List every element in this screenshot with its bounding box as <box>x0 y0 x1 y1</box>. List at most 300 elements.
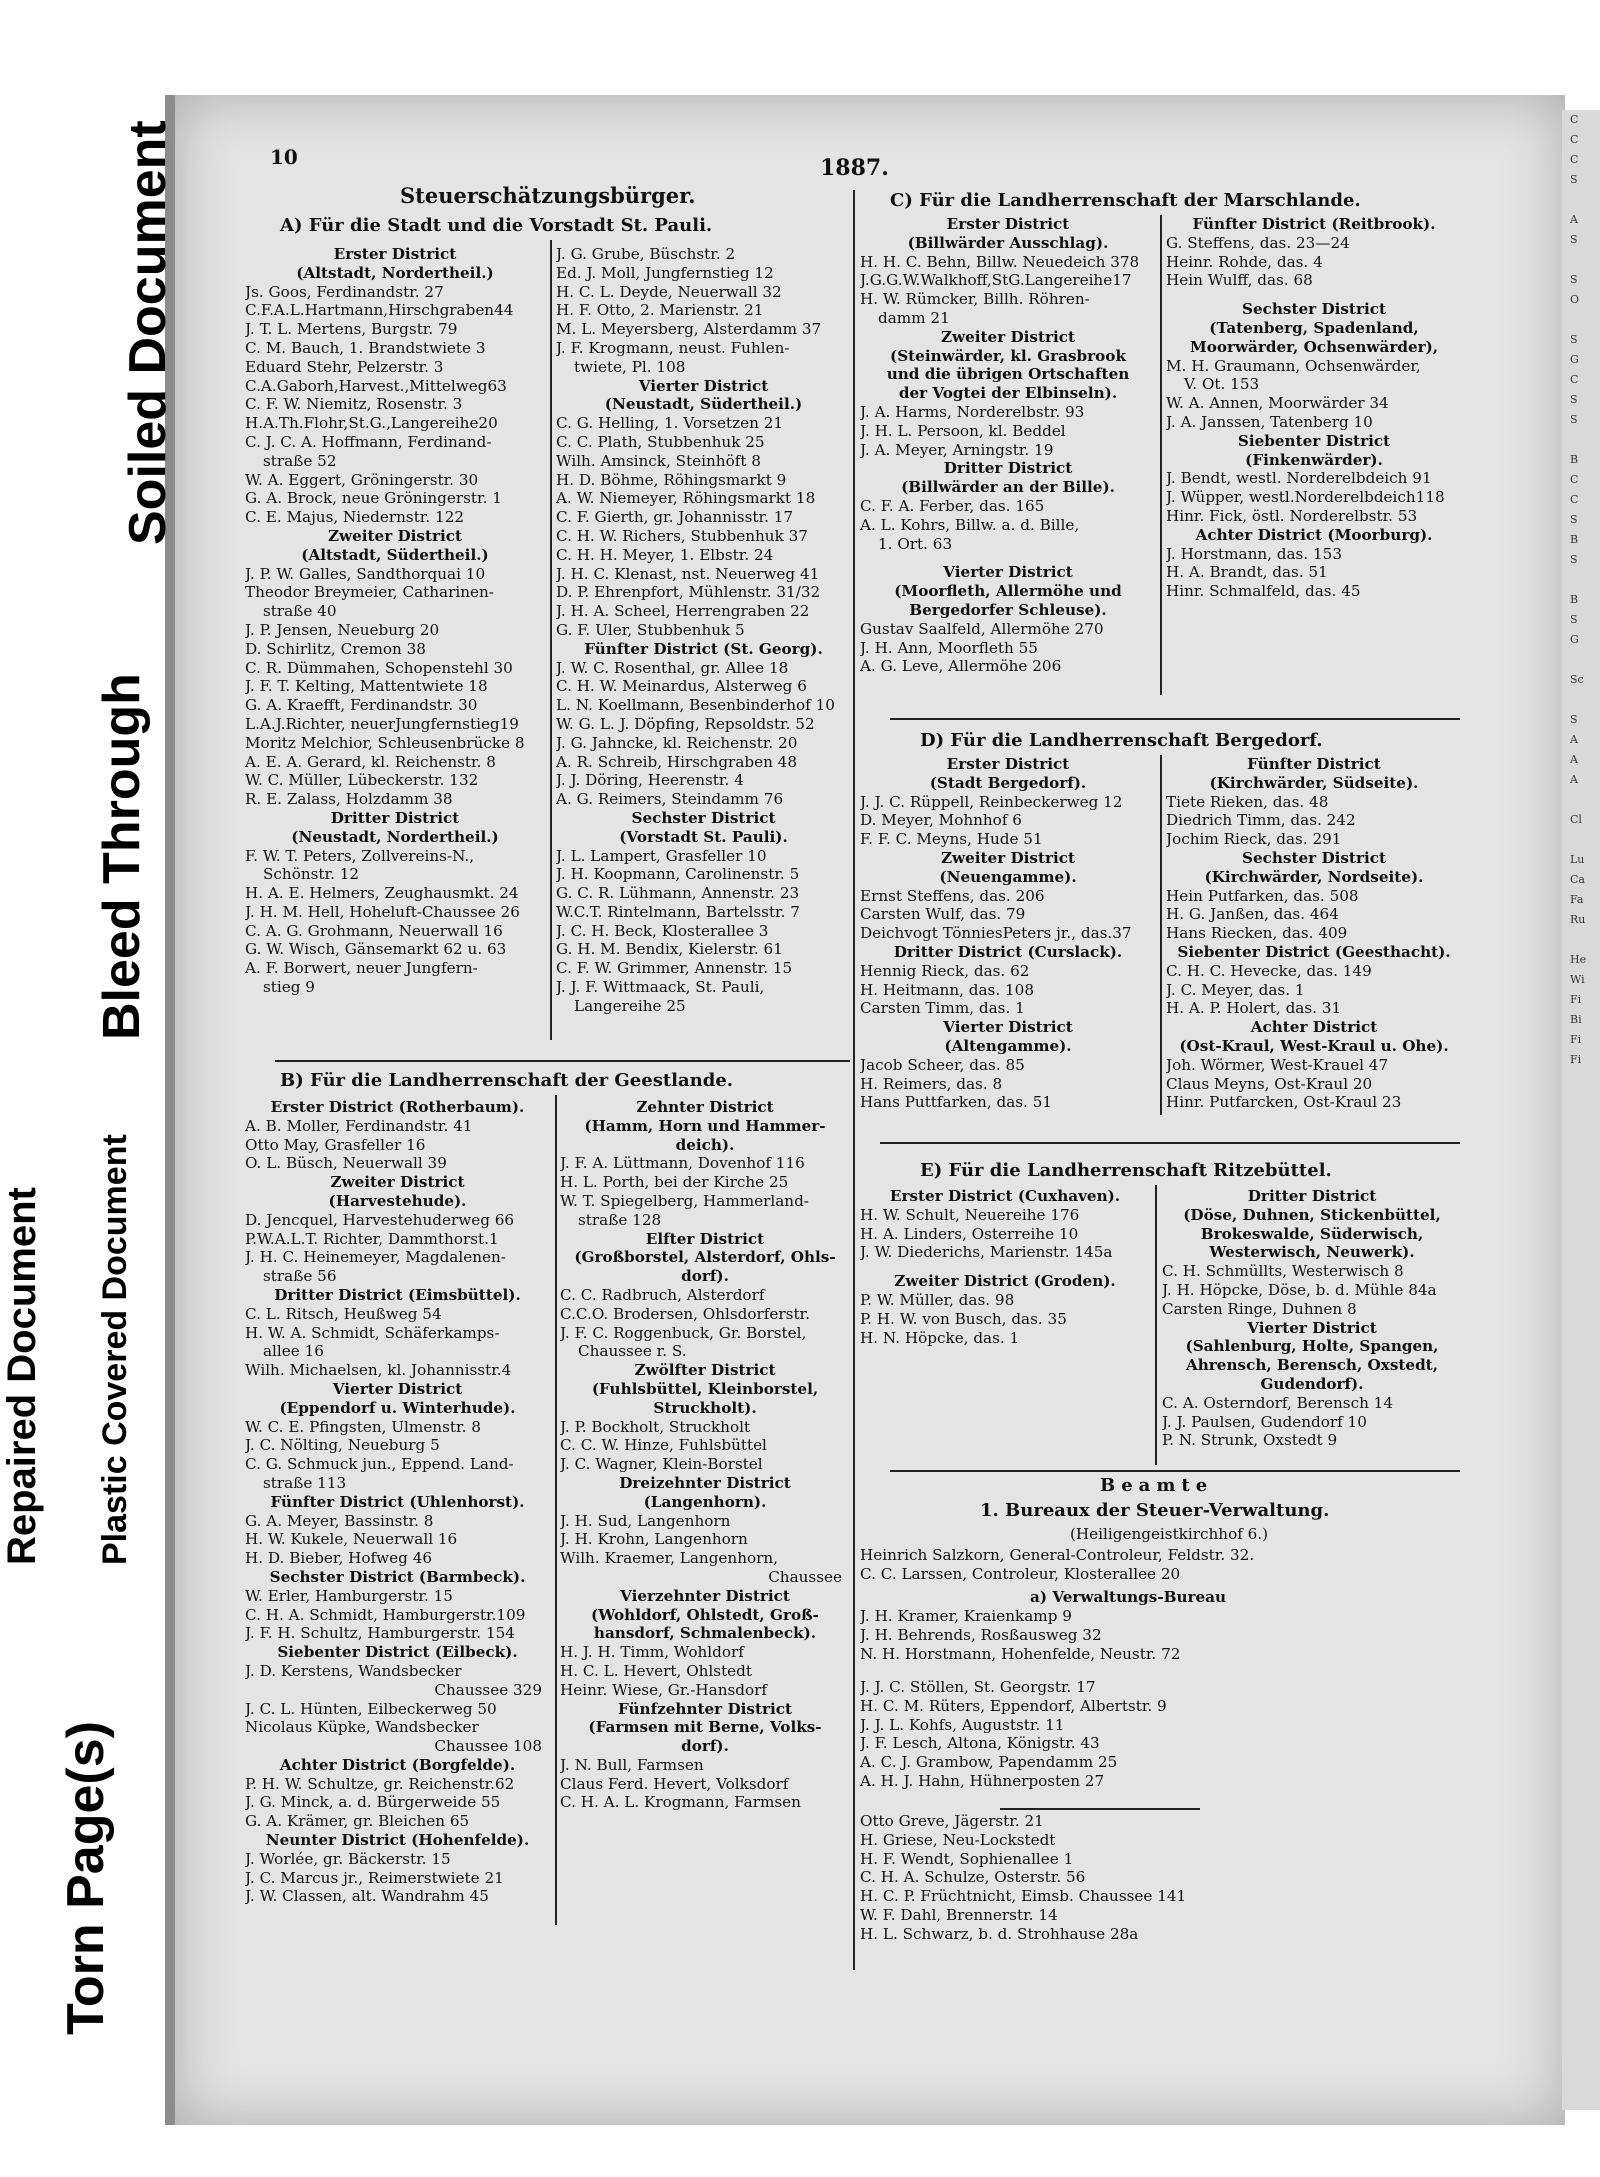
entry-line: C. H. A. L. Krogmann, Farmsen <box>560 1793 801 1812</box>
district-heading: Elfter District <box>645 1229 765 1248</box>
district-heading: Brokeswalde, Süderwisch, <box>1200 1224 1424 1243</box>
entry-line: Chaussee r. S. <box>578 1342 687 1361</box>
adjacent-page-strip <box>1562 110 1600 2110</box>
district-heading: (Tatenberg, Spadenland, <box>1209 318 1419 337</box>
adjacent-page-fragment: B <box>1570 453 1579 466</box>
entry-line: C. H. H. Meyer, 1. Elbstr. 24 <box>556 545 774 564</box>
entry-line: J. N. Bull, Farmsen <box>560 1755 704 1774</box>
entry-line: J. Worlée, gr. Bäckerstr. 15 <box>245 1849 451 1868</box>
adjacent-page-fragment: Ru <box>1570 913 1586 926</box>
adjacent-page-fragment: B <box>1570 533 1579 546</box>
entry-line: J. H. C. Heinemeyer, Magdalenen- <box>245 1248 506 1267</box>
entry-line: J. P. W. Galles, Sandthorquai 10 <box>245 564 486 583</box>
entry-line: A. L. Kohrs, Billw. a. d. Bille, <box>860 515 1080 534</box>
district-heading: Erster District <box>333 245 457 263</box>
entry-line: J. F. Lesch, Altona, Königstr. 43 <box>860 1734 1100 1753</box>
entry-line: J. A. Harms, Norderelbstr. 93 <box>860 402 1085 421</box>
entry-line: V. Ot. 153 <box>1184 375 1260 394</box>
entry-line: J. H. Sud, Langenhorn <box>560 1511 731 1530</box>
adjacent-page-fragment: S <box>1570 173 1578 186</box>
spacer <box>860 1262 1150 1272</box>
entry-line: P. W. Müller, das. 98 <box>860 1290 1015 1309</box>
district-heading: Bergedorfer Schleuse). <box>909 600 1107 619</box>
entry-line: J. C. Wagner, Klein-Borstel <box>560 1455 763 1474</box>
entry-line: H. A. Brandt, das. 51 <box>1166 563 1328 582</box>
column-f3 <box>860 1678 1460 1791</box>
entry-line: H. W. A. Schmidt, Schäferkamps- <box>245 1323 500 1342</box>
entry-line: J. Horstmann, das. 153 <box>1166 544 1342 563</box>
stamp-torn-pages: Torn Page(s) <box>57 1721 115 2035</box>
adjacent-page-fragment: Lu <box>1570 853 1585 866</box>
district-heading: (Langenhorn). <box>643 1492 767 1511</box>
bureau-heading: 1. Bureaux der Steuer-Verwaltung. <box>980 1500 1330 1521</box>
district-heading: Vierter District <box>1247 1318 1377 1337</box>
entry-line: J. H. Koopmann, Carolinenstr. 5 <box>556 865 800 884</box>
entry-line: C. E. Majus, Niedernstr. 122 <box>245 508 465 527</box>
district-heading: Gudendorf). <box>1260 1374 1364 1393</box>
entry-line: J. C. Marcus jr., Reimerstwiete 21 <box>245 1868 504 1887</box>
entry-line: C. F. W. Grimmer, Annenstr. 15 <box>556 959 793 978</box>
section-e-heading: E) Für die Landherrenschaft Ritzebüttel. <box>920 1160 1332 1181</box>
adjacent-page-fragment: S <box>1570 273 1578 286</box>
entry-line: J. H. Kramer, Kraienkamp 9 <box>860 1607 1072 1625</box>
district-heading: Siebenter District <box>1237 431 1391 450</box>
entry-line: Claus Meyns, Ost-Kraul 20 <box>1166 1074 1373 1093</box>
district-heading: Fünfter District (St. Georg). <box>584 639 823 658</box>
entry-line: H. Reimers, das. 8 <box>860 1074 1003 1093</box>
entry-line: Js. Goos, Ferdinandstr. 27 <box>245 282 444 301</box>
adjacent-page-fragment: A <box>1570 753 1578 766</box>
column-d2 <box>1166 755 1462 1112</box>
entry-line: H. C. L. Deyde, Neuerwall 32 <box>556 282 782 301</box>
entry-line: Otto May, Grasfeller 16 <box>245 1135 426 1154</box>
entry-line: H. J. H. Timm, Wohldorf <box>560 1643 744 1662</box>
entry-line: Otto Greve, Jägerstr. 21 <box>860 1812 1044 1830</box>
adjacent-page-fragment: C <box>1570 493 1579 506</box>
entry-line: J. Wüpper, westl.Norderelbdeich118 <box>1166 488 1445 507</box>
adjacent-page-fragment: Cl <box>1570 813 1582 826</box>
entry-line: J. W. Diederichs, Marienstr. 145a <box>860 1243 1113 1262</box>
entry-line: J. J. C. Stöllen, St. Georgstr. 17 <box>860 1678 1096 1696</box>
entry-line: A. H. J. Hahn, Hühnerposten 27 <box>860 1771 1105 1790</box>
district-heading: Zweiter District (Groden). <box>894 1272 1116 1291</box>
adjacent-page-fragment <box>1570 650 1600 670</box>
section-d-heading: D) Für die Landherrenschaft Bergedorf. <box>920 730 1323 751</box>
entry-line: Chaussee <box>768 1567 842 1586</box>
adjacent-page-fragment <box>1570 310 1600 330</box>
district-heading: (Ost-Kraul, West-Kraul u. Ohe). <box>1179 1036 1449 1055</box>
entry-line: G. F. Uler, Stubbenhuk 5 <box>556 620 745 639</box>
adjacent-page-fragment <box>1570 930 1600 950</box>
entry-line: W. Erler, Hamburgerstr. 15 <box>245 1586 453 1605</box>
column-d1 <box>860 755 1156 1112</box>
district-heading: (Steinwärder, kl. Grasbrook <box>890 346 1126 365</box>
district-heading: Dritter District <box>1247 1187 1377 1205</box>
stamp-repaired: Repaired Document <box>0 1187 44 1565</box>
entry-line: C. H. C. Hevecke, das. 149 <box>1166 961 1372 980</box>
district-heading: Vierzehnter District <box>620 1586 790 1605</box>
entry-line: G. A. Kraefft, Ferdinandstr. 30 <box>245 696 478 715</box>
adjacent-page-fragment: S <box>1570 713 1578 726</box>
district-heading: (Altstadt, Nordertheil.) <box>296 263 494 282</box>
entry-line: H. L. Porth, bei der Kirche 25 <box>560 1173 789 1192</box>
district-heading: (Finkenwärder). <box>1245 450 1383 469</box>
entry-line: H.A.Th.Flohr,St.G.,Langereihe20 <box>245 414 498 433</box>
section-rule <box>880 1142 1460 1144</box>
entry-line: G. H. M. Bendix, Kielerstr. 61 <box>556 940 783 959</box>
entry-line: J. C. H. Beck, Klosterallee 3 <box>556 921 769 940</box>
district-heading: deich). <box>675 1135 735 1154</box>
column-rule <box>1160 215 1162 695</box>
district-heading: (Neuengamme). <box>939 867 1077 886</box>
column-c2 <box>1166 215 1462 601</box>
entry-line: H. F. Otto, 2. Marienstr. 21 <box>556 301 764 320</box>
entry-line: W. A. Eggert, Gröningerstr. 30 <box>245 470 479 489</box>
district-heading: (Hamm, Horn und Hammer- <box>584 1116 826 1135</box>
entry-line: J. H. Ann, Moorfleth 55 <box>860 638 1038 657</box>
entry-line: W. F. Dahl, Brennerstr. 14 <box>860 1905 1058 1924</box>
district-heading: (Kirchwärder, Nordseite). <box>1204 867 1424 886</box>
entry-line: J. A. Meyer, Arningstr. 19 <box>860 440 1054 459</box>
adjacent-page-fragment: Bi <box>1570 1013 1582 1026</box>
entry-line: Nicolaus Küpke, Wandsbecker <box>245 1718 479 1737</box>
adjacent-page-fragment: B <box>1570 593 1579 606</box>
district-heading: und die übrigen Ortschaften <box>886 365 1130 384</box>
entry-line: J. H. Krohn, Langenhorn <box>560 1530 748 1549</box>
entry-line: C. F. A. Ferber, das. 165 <box>860 496 1045 515</box>
adjacent-page-fragment: A <box>1570 773 1578 786</box>
entry-line: A. B. Moller, Ferdinandstr. 41 <box>245 1116 473 1135</box>
entry-line: straße 128 <box>578 1210 662 1229</box>
entry-line: C. M. Bauch, 1. Brandstwiete 3 <box>245 338 486 357</box>
adjacent-page-fragment: He <box>1570 953 1587 966</box>
entry-line: P. H. W. von Busch, das. 35 <box>860 1309 1067 1328</box>
entry-line: J. F. C. Roggenbuck, Gr. Borstel, <box>560 1323 807 1342</box>
entry-line: J. W. C. Rosenthal, gr. Allee 18 <box>556 658 789 677</box>
adjacent-page-fragment: Fi <box>1570 993 1582 1006</box>
entry-line: allee 16 <box>263 1342 324 1361</box>
district-heading: Erster District <box>946 755 1070 773</box>
district-heading: Ahrensch, Berensch, Oxstedt, <box>1185 1356 1438 1375</box>
entry-line: H. C. P. Früchtnicht, Eimsb. Chaussee 141 <box>860 1887 1187 1906</box>
district-heading: (Eppendorf u. Winterhude). <box>279 1398 516 1417</box>
district-heading: (Moorfleth, Allermöhe und <box>894 582 1122 601</box>
entry-line: J. H. Höpcke, Döse, b. d. Mühle 84a <box>1162 1280 1437 1299</box>
entry-line: C. C. Plath, Stubbenhuk 25 <box>556 432 765 451</box>
spacer <box>1166 290 1462 300</box>
district-heading: hansdorf, Schmalenbeck). <box>593 1624 817 1643</box>
adjacent-page-fragment: G <box>1570 633 1579 646</box>
entry-line: H. W. Schult, Neuereihe 176 <box>860 1205 1080 1224</box>
entry-line: Hinr. Schmalfeld, das. 45 <box>1166 582 1361 601</box>
adjacent-page-fragment: A <box>1570 213 1578 226</box>
entry-line: Carsten Timm, das. 1 <box>860 999 1025 1018</box>
entry-line: Heinrich Salzkorn, General-Controleur, Feldstr. 32. <box>860 1546 1255 1564</box>
district-heading: (Farmsen mit Berne, Volks- <box>588 1718 822 1737</box>
district-heading: (Sahlenburg, Holte, Spangen, <box>1185 1337 1439 1356</box>
entry-line: F. W. T. Peters, Zollvereins-N., <box>245 846 475 865</box>
district-heading: (Neustadt, Nordertheil.) <box>291 827 499 846</box>
entry-line: H. A. P. Holert, das. 31 <box>1166 999 1342 1018</box>
entry-line: Heinr. Wiese, Gr.-Hansdorf <box>560 1680 768 1699</box>
entry-line: O. L. Büsch, Neuerwall 39 <box>245 1154 447 1173</box>
entry-line: J. H. Behrends, Rosßausweg 32 <box>860 1625 1102 1644</box>
entry-line: Diedrich Timm, das. 242 <box>1166 811 1356 830</box>
district-heading: (Stadt Bergedorf). <box>929 773 1087 792</box>
adjacent-page-fragment <box>1570 830 1600 850</box>
entry-line: C. R. Dümmahen, Schopenstehl 30 <box>245 658 513 677</box>
district-heading: Achter District (Borgfelde). <box>279 1755 516 1774</box>
page-title: Steuerschätzungsbürger. <box>400 183 696 208</box>
district-heading: Zweiter District <box>940 848 1076 867</box>
entry-line: C.F.A.L.Hartmann,Hirschgraben44 <box>245 301 514 320</box>
entry-line: Claus Ferd. Hevert, Volksdorf <box>560 1774 789 1793</box>
district-heading: Fünfter District (Reitbrook). <box>1192 215 1436 233</box>
entry-line: Jochim Rieck, das. 291 <box>1166 830 1342 849</box>
entry-line: Jacob Scheer, das. 85 <box>860 1055 1025 1074</box>
entry-line: J. C. Meyer, das. 1 <box>1166 980 1305 999</box>
column-b1 <box>245 1098 550 1906</box>
entry-line: J. P. Jensen, Neueburg 20 <box>245 620 440 639</box>
adjacent-page-fragment: S <box>1570 613 1578 626</box>
district-heading: dorf). <box>681 1737 729 1756</box>
entry-line: H. C. L. Hevert, Ohlstedt <box>560 1661 752 1680</box>
column-rule <box>853 190 855 1970</box>
district-heading: Neunter District (Hohenfelde). <box>265 1831 530 1850</box>
district-heading: Vierter District <box>638 376 769 395</box>
adjacent-page-fragment: C <box>1570 113 1579 126</box>
adjacent-page-fragment <box>1570 570 1600 590</box>
district-heading: Sechster District <box>1242 848 1386 867</box>
stamp-bleed-through: Bleed Through <box>93 673 151 1040</box>
entry-line: J. W. Classen, alt. Wandrahm 45 <box>245 1887 489 1906</box>
entry-line: J. T. L. Mertens, Burgstr. 79 <box>245 320 458 339</box>
adjacent-page-fragment: A <box>1570 733 1578 746</box>
district-heading: (Vorstadt St. Pauli). <box>619 827 788 846</box>
entry-line: C. C. W. Hinze, Fuhlsbüttel <box>560 1436 767 1455</box>
adjacent-page-fragment <box>1570 430 1600 450</box>
entry-line: Heinr. Rohde, das. 4 <box>1166 252 1323 271</box>
entry-line: H. F. Wendt, Sophienallee 1 <box>860 1849 1074 1868</box>
entry-line: Langereihe 25 <box>574 996 686 1015</box>
adjacent-page-fragment <box>1570 190 1600 210</box>
entry-line: D. Schirlitz, Cremon 38 <box>245 639 426 658</box>
entry-line: J. C. L. Hünten, Eilbeckerweg 50 <box>245 1699 497 1718</box>
entry-line: twiete, Pl. 108 <box>574 357 686 376</box>
entry-line: C.C.O. Brodersen, Ohlsdorferstr. <box>560 1304 810 1323</box>
district-heading: (Altengamme). <box>944 1036 1072 1055</box>
district-heading: Erster District <box>946 215 1070 233</box>
district-heading: (Großborstel, Alsterdorf, Ohls- <box>574 1248 836 1267</box>
entry-line: L. N. Koellmann, Besenbinderhof 10 <box>556 696 835 715</box>
section-c-heading: C) Für die Landherrenschaft der Marschlande. <box>890 190 1361 211</box>
entry-line: J. J. C. Rüppell, Reinbeckerweg 12 <box>860 792 1123 811</box>
column-rule <box>1155 1185 1157 1465</box>
entry-line: G. Steffens, das. 23—24 <box>1166 233 1350 252</box>
district-heading: (Altstadt, Südertheil.) <box>301 545 489 564</box>
adjacent-page-fragment: O <box>1570 293 1580 306</box>
district-heading: (Harvestehude). <box>328 1191 467 1210</box>
entry-line: Tiete Rieken, das. 48 <box>1166 792 1329 811</box>
entry-line: Hein Wulff, das. 68 <box>1166 271 1313 290</box>
column-b2 <box>560 1098 850 1812</box>
entry-line: W. C. Müller, Lübeckerstr. 132 <box>245 771 479 790</box>
column-rule <box>1160 755 1162 1115</box>
page-number: 10 <box>270 145 298 169</box>
entry-line: J. J. F. Wittmaack, St. Pauli, <box>556 978 765 997</box>
entry-line: Ernst Steffens, das. 206 <box>860 886 1045 905</box>
entry-line: D. Meyer, Mohnhof 6 <box>860 811 1022 830</box>
stamp-soiled: Soiled Document <box>119 120 177 545</box>
entry-line: C. A. Osterndorf, Berensch 14 <box>1162 1393 1394 1412</box>
entry-line: L.A.J.Richter, neuerJungfernstieg19 <box>245 714 519 733</box>
column-f1 <box>860 1546 1460 1584</box>
entry-line: J. H. C. Klenast, nst. Neuerweg 41 <box>556 564 820 583</box>
entry-line: Carsten Wulf, das. 79 <box>860 905 1026 924</box>
entry-line: P. H. W. Schultze, gr. Reichenstr.62 <box>245 1774 515 1793</box>
adjacent-page-fragment: Wi <box>1570 973 1585 986</box>
entry-line: C. L. Ritsch, Heußweg 54 <box>245 1304 442 1323</box>
entry-line: P. N. Strunk, Oxstedt 9 <box>1162 1431 1338 1450</box>
district-heading: Zweiter District <box>330 1173 465 1192</box>
entry-line: C. H. W. Meinardus, Alsterweg 6 <box>556 677 807 696</box>
adjacent-page-fragment: S <box>1570 233 1578 246</box>
entry-line: H. W. Kukele, Neuerwall 16 <box>245 1530 458 1549</box>
district-heading: Vierter District <box>943 563 1073 582</box>
entry-line: Chaussee 108 <box>434 1737 542 1756</box>
entry-line: G. C. R. Lühmann, Annenstr. 23 <box>556 884 800 903</box>
entry-line: Deichvogt TönniesPeters jr., das.37 <box>860 924 1132 943</box>
adjacent-page-fragment: C <box>1570 133 1579 146</box>
entry-line: H. A. Linders, Osterreihe 10 <box>860 1224 1079 1243</box>
district-heading: Siebenter District (Geesthacht). <box>1177 942 1451 961</box>
adjacent-page-fragment: S <box>1570 333 1578 346</box>
district-heading: Dritter District (Curslack). <box>893 942 1123 961</box>
district-heading: Moorwärder, Ochsenwärder), <box>1189 337 1439 356</box>
entry-line: H. W. Rümcker, Billh. Röhren- <box>860 290 1090 309</box>
district-heading: Zweiter District <box>327 526 463 545</box>
district-heading: (Neustadt, Südertheil.) <box>604 395 803 414</box>
entry-line: C. C. Larssen, Controleur, Klosterallee 20 <box>860 1564 1181 1583</box>
section-rule <box>1000 1808 1200 1810</box>
entry-line: Hennig Rieck, das. 62 <box>860 961 1030 980</box>
page-year: 1887. <box>820 155 889 181</box>
adjacent-page-fragment <box>1570 250 1600 270</box>
district-heading: Fünfter District (Uhlenhorst). <box>270 1492 525 1511</box>
district-heading: dorf). <box>681 1267 729 1286</box>
entry-line: J. Bendt, westl. Norderelbdeich 91 <box>1166 469 1432 488</box>
beamte-heading: Beamte <box>1100 1475 1214 1496</box>
entry-line: Wilh. Michaelsen, kl. Johannisstr.4 <box>245 1361 512 1380</box>
section-rule <box>275 1060 850 1062</box>
entry-line: H. G. Janßen, das. 464 <box>1166 905 1339 924</box>
entry-line: A. G. Reimers, Steindamm 76 <box>556 790 784 809</box>
entry-line: A. C. J. Grambow, Papendamm 25 <box>860 1753 1118 1772</box>
entry-line: H. C. M. Rüters, Eppendorf, Albertstr. 9 <box>860 1696 1167 1715</box>
entry-line: M. L. Meyersberg, Alsterdamm 37 <box>556 320 822 339</box>
district-heading: Vierter District <box>943 1018 1073 1037</box>
entry-line: C. F. Gierth, gr. Johannisstr. 17 <box>556 508 794 527</box>
entry-line: H. Heitmann, das. 108 <box>860 980 1034 999</box>
entry-line: J. J. Döring, Heerenstr. 4 <box>556 771 744 790</box>
adjacent-page-fragment: G <box>1570 353 1579 366</box>
entry-line: Joh. Wörmer, West-Krauel 47 <box>1166 1055 1389 1074</box>
entry-line: W. T. Spiegelberg, Hammerland- <box>560 1191 809 1210</box>
district-heading: Zehnter District <box>636 1098 774 1116</box>
district-heading: Dreizehnter District <box>619 1473 791 1492</box>
entry-line: H. H. C. Behn, Billw. Neuedeich 378 <box>860 252 1140 271</box>
entry-line: G. W. Wisch, Gänsemarkt 62 u. 63 <box>245 940 507 959</box>
adjacent-page-fragment: Ca <box>1570 873 1585 886</box>
entry-line: J. F. H. Schultz, Hamburgerstr. 154 <box>245 1624 515 1643</box>
entry-line: C. F. W. Niemitz, Rosenstr. 3 <box>245 395 463 414</box>
entry-line: N. H. Horstmann, Hohenfelde, Neustr. 72 <box>860 1644 1181 1663</box>
adjacent-page-fragment <box>1570 690 1600 710</box>
entry-line: Eduard Stehr, Pelzerstr. 3 <box>245 357 444 376</box>
column-e2 <box>1162 1187 1462 1450</box>
entry-line: J.G.G.W.Walkhoff,StG.Langereihe17 <box>860 271 1132 290</box>
district-heading: Dritter District (Eimsbüttel). <box>274 1285 521 1304</box>
column-e1 <box>860 1187 1150 1347</box>
entry-line: C. A. G. Grohmann, Neuerwall 16 <box>245 921 503 940</box>
column-f4 <box>860 1812 1460 1944</box>
entry-line: J. G. Grube, Büschstr. 2 <box>556 245 736 263</box>
adjacent-page-fragment: C <box>1570 373 1579 386</box>
column-a1 <box>245 245 545 997</box>
entry-line: Theodor Breymeier, Catharinen- <box>245 583 494 602</box>
entry-line: H. A. E. Helmers, Zeughausmkt. 24 <box>245 884 519 903</box>
entry-line: J. D. Kerstens, Wandsbecker <box>245 1661 462 1680</box>
entry-line: J. F. Krogmann, neust. Fuhlen- <box>556 338 790 357</box>
entry-line: G. A. Brock, neue Gröningerstr. 1 <box>245 489 502 508</box>
section-rule <box>890 718 1460 720</box>
district-heading: Zweiter District <box>940 327 1076 346</box>
adjacent-page-fragment: Fi <box>1570 1033 1582 1046</box>
entry-line: Hans Puttfarken, das. 51 <box>860 1093 1053 1112</box>
district-heading: Zwölfter District <box>634 1361 776 1380</box>
stamp-plastic-covered: Plastic Covered Document <box>96 1134 134 1565</box>
adjacent-page-fragment: C <box>1570 153 1579 166</box>
entry-line: straße 40 <box>263 602 337 621</box>
entry-line: C. H. W. Richers, Stubbenhuk 37 <box>556 526 808 545</box>
district-heading: Erster District (Cuxhaven). <box>889 1187 1121 1205</box>
entry-line: J. A. Janssen, Tatenberg 10 <box>1166 412 1373 431</box>
district-heading: Siebenter District (Eilbeck). <box>277 1643 518 1662</box>
column-rule <box>550 240 552 1040</box>
entry-line: A. G. Leve, Allermöhe 206 <box>860 657 1062 676</box>
district-heading: (Kirchwärder, Südseite). <box>1209 773 1419 792</box>
entry-line: J. F. T. Kelting, Mattentwiete 18 <box>245 677 488 696</box>
entry-line: M. H. Graumann, Ochsenwärder, <box>1166 356 1421 375</box>
entry-line: Hinr. Putfarcken, Ost-Kraul 23 <box>1166 1093 1402 1112</box>
entry-line: H. Griese, Neu-Lockstedt <box>860 1830 1056 1849</box>
entry-line: A. W. Niemeyer, Röhingsmarkt 18 <box>556 489 816 508</box>
entry-line: Gustav Saalfeld, Allermöhe 270 <box>860 619 1104 638</box>
district-heading: Fünfter District <box>1247 755 1381 773</box>
entry-line: C. H. A. Schmidt, Hamburgerstr.109 <box>245 1605 526 1624</box>
district-heading: (Döse, Duhnen, Stickenbüttel, <box>1183 1205 1441 1224</box>
entry-line: C.A.Gaborh,Harvest.,Mittelweg63 <box>245 376 507 395</box>
entry-line: Chaussee 329 <box>434 1680 542 1699</box>
district-heading: Achter District <box>1250 1018 1378 1037</box>
entry-line: Wilh. Amsinck, Steinhöft 8 <box>556 451 761 470</box>
adjacent-page-fragment <box>1570 790 1600 810</box>
entry-line: J. H. A. Scheel, Herrengraben 22 <box>556 602 810 621</box>
entry-line: Hans Riecken, das. 409 <box>1166 924 1348 943</box>
entry-line: stieg 9 <box>263 978 315 997</box>
entry-line: J. L. Lampert, Grasfeller 10 <box>556 846 767 865</box>
adjacent-page-fragment: Fi <box>1570 1053 1582 1066</box>
